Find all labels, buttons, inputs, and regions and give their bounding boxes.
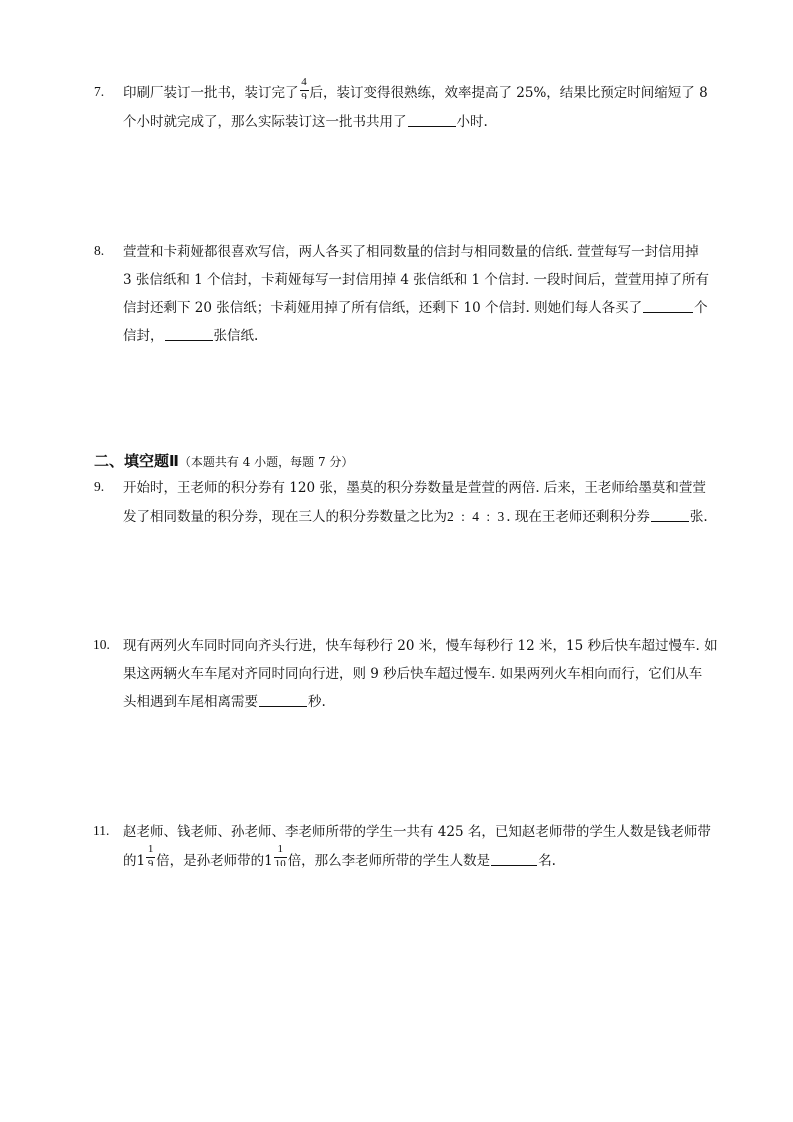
answer-blank[interactable] — [165, 325, 213, 341]
question-line: 果这两辆火车车尾对齐同时同向行进，则 9 秒后快车超过慢车. 如果两列火车相向而行，它们从车 — [123, 666, 703, 682]
answer-blank[interactable] — [491, 850, 537, 866]
fraction-numerator: 4 — [301, 76, 307, 88]
question-line — [123, 325, 258, 345]
question-text: 个 — [694, 300, 708, 316]
question-line — [123, 297, 708, 317]
fraction — [300, 76, 309, 103]
fraction-denominator: 9 — [147, 859, 154, 866]
section-header — [94, 451, 353, 472]
question-number: 9. — [94, 479, 105, 494]
fraction-bar — [146, 857, 155, 858]
question-line — [123, 691, 326, 711]
mixed-number-whole: 1 — [264, 853, 273, 869]
question-text: 信封还剩下 20 张信纸；卡莉娅用掉了所有信纸，还剩下 10 个信封. 则她们每人各买了 — [123, 300, 643, 316]
question-line — [123, 843, 556, 870]
question-text: 张信纸. — [213, 328, 259, 344]
question-line — [123, 506, 708, 526]
answer-blank[interactable] — [259, 691, 307, 707]
answer-blank[interactable] — [408, 111, 456, 127]
question-number: 10. — [93, 637, 110, 652]
question-text: 后，装订变得很熟练，效率提高了 25%，结果比预定时间缩短了 8 — [309, 85, 708, 101]
answer-blank[interactable] — [643, 297, 693, 313]
section-title: 二、填空题Ⅱ — [94, 452, 179, 470]
question-text: 发了相同数量的积分券，现在三人的积分券数量之比为 — [123, 509, 447, 525]
fraction-denominator: 9 — [301, 92, 307, 99]
question-text: 秒. — [308, 694, 326, 710]
question-text: 小时. — [456, 114, 488, 130]
question-number: 11. — [93, 823, 110, 838]
question-text: 个小时就完成了，那么实际装订这一批书共用了 — [123, 114, 407, 130]
question-line: 现有两列火车同时同向齐头行进，快车每秒行 20 米，慢车每秒行 12 米，15 秒后快车超过慢车. 如 — [123, 638, 718, 654]
mixed-number-whole: 1 — [136, 853, 146, 869]
question-text: 倍，那么李老师所带的学生人数是 — [287, 853, 491, 869]
question-text: 印刷厂装订一批书，装订完了 — [123, 85, 299, 101]
question-line — [123, 111, 488, 131]
answer-blank[interactable] — [651, 506, 689, 522]
fraction-denominator: 10 — [274, 859, 286, 866]
question-line — [123, 76, 708, 103]
question-line: 开始时，王老师的积分券有 120 张，墨莫的积分券数量是萱萱的两倍. 后来，王老师给墨莫和萱萱 — [123, 480, 706, 496]
question-text: 的 — [123, 853, 137, 869]
question-line: 3 张信纸和 1 个信封，卡莉娅每写一封信用掉 4 张信纸和 1 个信封. 一段时间后，萱萱用掉了所有 — [123, 272, 709, 288]
question-line: 萱萱和卡莉娅都很喜欢写信，两人各买了相同数量的信封与相同数量的信纸. 萱萱每写一封信用掉 — [123, 244, 699, 260]
question-text: 信封， — [123, 328, 164, 344]
fraction-numerator: 1 — [147, 843, 154, 855]
question-text: 倍，是孙老师带的 — [156, 853, 265, 869]
fraction-bar — [300, 90, 309, 91]
fraction — [146, 843, 155, 870]
question-text: . 现在王老师还剩积分券 — [506, 509, 650, 525]
fraction-numerator: 1 — [277, 843, 283, 855]
question-line: 赵老师、钱老师、孙老师、李老师所带的学生一共有 425 名，已知赵老师带的学生人数是钱老师带 — [123, 824, 711, 840]
question-text: 头相遇到车尾相离需要 — [123, 694, 258, 710]
question-number: 7. — [94, 84, 105, 99]
fraction-bar — [274, 857, 287, 858]
question-text: 张. — [689, 509, 708, 525]
ratio-value: 2 : 4 : 3 — [447, 509, 507, 524]
fraction — [274, 843, 287, 870]
section-note: （本题共有 4 小题，每题 7 分） — [178, 455, 354, 469]
question-number: 8. — [94, 243, 105, 258]
question-text: 名. — [538, 853, 556, 869]
